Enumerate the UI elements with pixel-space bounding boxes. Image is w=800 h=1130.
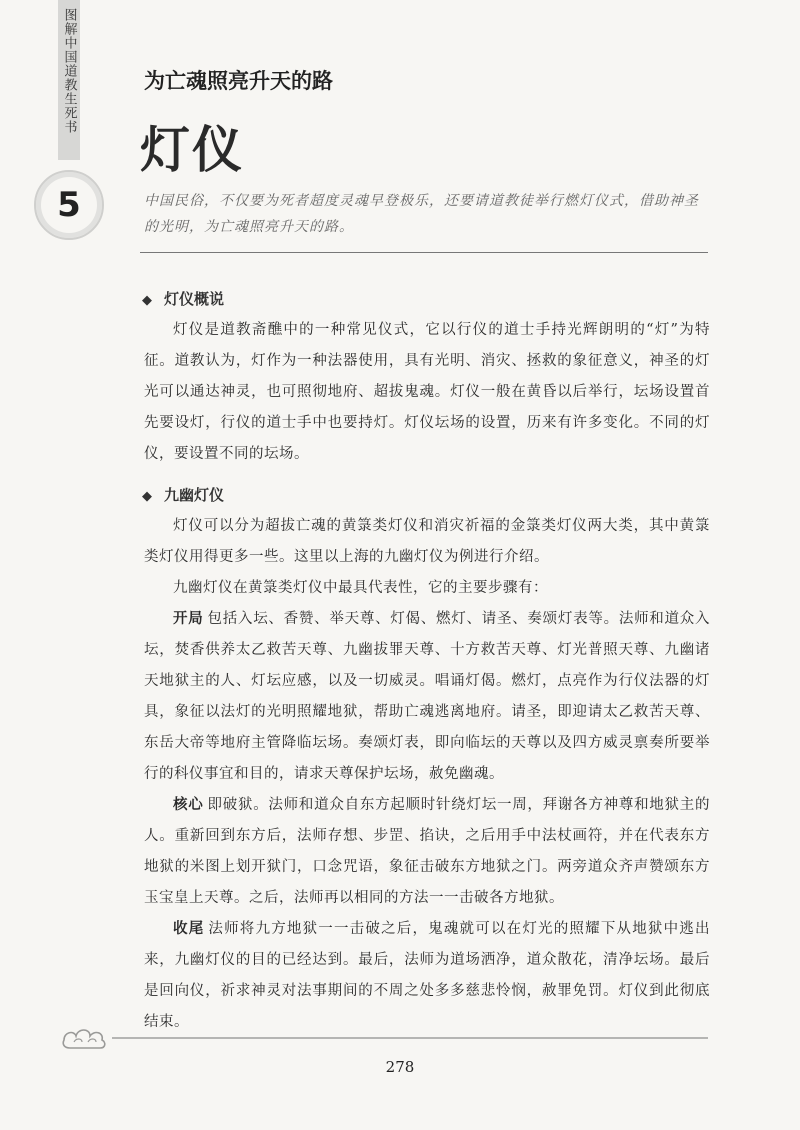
series-title: 图解中国道教生死书 [61,8,77,134]
step-text: 法师将九方地狱一一击破之后，鬼魂就可以在灯光的照耀下从地狱中逃出来，九幽灯仪的目的已经达到。最后，法师为道场洒净，道众散花，清净坛场。最后是回向仪，祈求神灵对法事期间的不周之处多多慈悲怜悯，赦罪免罚。灯仪到此彻底结束。 [144,921,711,1030]
step-keyword: 开局 [173,611,204,627]
diamond-bullet-icon: ◆ [142,293,152,308]
paragraph: 九幽灯仪在黄箓类灯仪中最具代表性，它的主要步骤有： [173,580,548,596]
paragraph: 灯仪可以分为超拔亡魂的黄箓类灯仪和消灾祈福的金箓类灯仪两大类，其中黄箓类灯仪用得更多一些。这里以上海的九幽灯仪为例进行介绍。 [144,518,710,565]
side-tab [58,0,80,160]
step-paragraph [144,604,710,790]
step-text: 包括入坛、香赞、举天尊、灯偈、燃灯、请圣、奏颂灯表等。法师和道众入坛，焚香供养太乙救苦天尊、九幽拔罪天尊、十方救苦天尊、灯光普照天尊、九幽诸天地狱主的人、灯坛应感，以及一切威灵。唱诵灯偈。燃灯，点亮作为行仪法器的灯具，象征以法灯的光明照耀地狱，帮助亡魂逃离地府。请圣，即迎请太乙救苦天尊、东岳大帝等地府主管降临坛场。奏颂灯表，即向临坛的天尊以及四方威灵禀奏所要举行的科仪事宜和目的，请求天尊保护坛场，赦免幽魂。 [144,611,711,782]
page-number: 278 [385,1058,415,1076]
step-keyword: 收尾 [173,921,205,937]
step-paragraph [144,790,710,914]
step-text: 即破狱。法师和道众自东方起顺时针绕灯坛一周，拜谢各方神尊和地狱主的人。重新回到东方后，法师存想、步罡、掐诀，之后用手中法杖画符，并在代表东方地狱的米图上划开狱门，口念咒语，象征击破东方地狱之门。两旁道众齐声赞颂东方玉宝皇上天尊。之后，法师再以相同的方法一一击破各方地狱。 [144,797,711,906]
cloud-ornament-icon [60,1022,112,1052]
footer-divider [112,1037,708,1039]
page-title: 灯仪 [140,121,244,179]
chapter-badge [34,170,104,240]
step-paragraph [144,914,710,1038]
page-subtitle: 为亡魂照亮升天的路 [144,69,333,93]
chapter-number: 5 [57,185,81,225]
paragraph: 灯仪是道教斋醮中的一种常见仪式，它以行仪的道士手持光辉朗明的“灯”为特征。道教认为，灯作为一种法器使用，具有光明、消灾、拯救的象征意义，神圣的灯光可以通达神灵，也可照彻地府、超拔鬼魂。灯仪一般在黄昏以后举行，坛场设置首先要设灯，行仪的道士手中也要持灯。灯仪坛场的设置，历来有许多变化。不同的灯仪，要设置不同的坛场。 [144,322,710,462]
step-keyword: 核心 [173,797,204,813]
section-heading: ◆ 灯仪概说 [142,290,225,308]
main-content [144,288,710,1038]
intro-text: 中国民俗，不仅要为死者超度灵魂早登极乐，还要请道教徒举行燃灯仪式，借助神圣的光明，为亡魂照亮升天的路。 [144,193,699,235]
header-divider [140,252,708,253]
diamond-bullet-icon: ◆ [142,489,152,504]
section-heading: ◆ 九幽灯仪 [142,486,225,504]
